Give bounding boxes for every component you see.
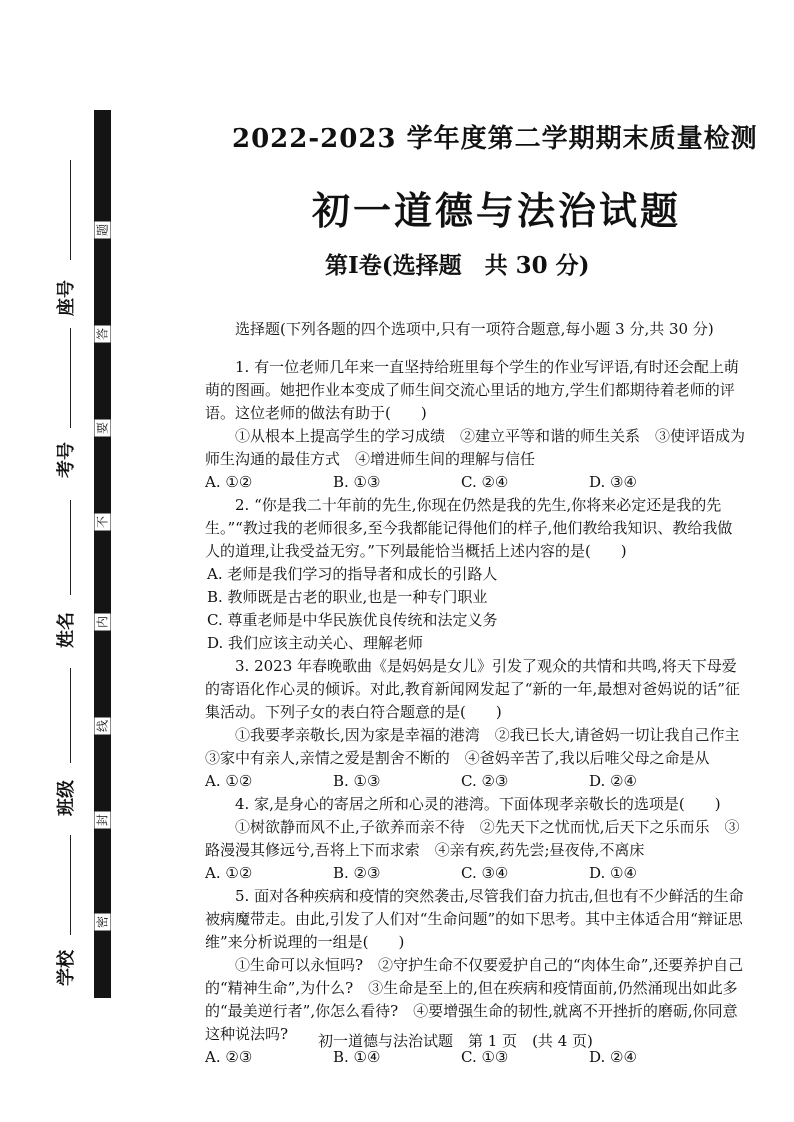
option-d: D. ①④ (589, 864, 637, 882)
school-line (70, 835, 71, 935)
option-d: D. ②④ (589, 772, 637, 790)
seal-char: 题 (95, 222, 111, 239)
question-3 (205, 655, 755, 793)
class-field (40, 768, 90, 828)
option-c: C. ①③ (461, 1048, 509, 1066)
exam-number-label: 考号 (56, 442, 77, 478)
seal-char: 不 (95, 514, 111, 531)
paper-title: 初一道德与法治试题 (312, 188, 682, 233)
seat-number-label: 座号 (56, 280, 77, 316)
class-label: 班级 (56, 780, 77, 816)
exam-number-field (40, 430, 90, 490)
section-title: 第Ⅰ卷(选择题 共 30 分) (325, 252, 590, 279)
name-label: 姓名 (56, 612, 77, 648)
option-d: D. ③④ (589, 473, 637, 491)
question-stem: 2. “你是我二十年前的先生,你现在仍然是我的先生,你将来必定还是我的先生。”“教过我的老师很多,至今我都能记得他们的样子,他们教给我知识、教给我做人的道理,让我受益无穷。”下列最能恰当概括上述内容的是( ) (205, 496, 733, 560)
seat-number-field (40, 268, 90, 328)
question-stem: 5. 面对各种疾病和疫情的突然袭击,尽管我们奋力抗击,但也有不少鲜活的生命被病魔带走。由此,引发了人们对“生命问题”的如下思考。其中主体适合用“辩证思维”来分析说理的一组是( ) (205, 887, 744, 951)
question-4 (205, 793, 745, 885)
option-c: C. ②④ (461, 473, 509, 491)
class-line (70, 668, 71, 763)
answer-options (205, 770, 745, 793)
exam-name: 2022-2023 学年度第二学期期末质量检测 (232, 124, 758, 154)
seal-char: 内 (95, 614, 111, 631)
option-a: A. ①② (205, 864, 253, 882)
seal-char: 要 (95, 420, 111, 437)
option-c: C. ②③ (461, 772, 509, 790)
question-items: ①树欲静而风不止,子欲养而亲不待 ②先天下之忧而忧,后天下之乐而乐 ③路漫漫其修远兮,吾将上下而求索 ④亲有疾,药先尝;昼夜侍,不离床 (205, 818, 740, 859)
seal-char: 答 (95, 326, 111, 343)
question-stem: 1. 有一位老师几年来一直坚持给班里每个学生的作业写评语,有时还会配上萌萌的图画。她把作业本变成了师生间交流心里话的地方,学生们都期待着老师的评语。这位老师的做法有助于( ) (205, 358, 739, 422)
question-items: ①生命可以永恒吗? ②守护生命不仅要爱护自己的“肉体生命”,还要养护自己的“精神生命”,为什么? ③生命是至上的,但在疾病和疫情面前,仍然涌现出如此多的“最美逆行者”,你怎么看待? ④要增强生命的韧性,就离不开挫折的磨砺,你同意这种说法吗? (205, 956, 744, 1043)
instruction: 选择题(下列各题的四个选项中,只有一项符合题意,每小题 3 分,共 30 分) (235, 320, 714, 338)
seal-char: 线 (95, 718, 111, 735)
question-items: ①我要孝亲敬长,因为家是幸福的港湾 ②我已长大,请爸妈一切让我自己作主 ③家中有亲人,亲情之爱是割舍不断的 ④爸妈辛苦了,我以后唯父母之命是从 (205, 726, 755, 767)
name-field (40, 600, 90, 660)
option-c: C. ③④ (461, 864, 509, 882)
school-field (40, 938, 90, 998)
answer-options (205, 862, 745, 885)
option-a: A. 老师是我们学习的指导者和成长的引路人 (207, 565, 498, 583)
seal-line-band (94, 110, 111, 998)
seal-char: 密 (95, 914, 111, 931)
page-footer: 初一道德与法治试题 第 1 页 (共 4 页) (318, 1032, 593, 1050)
option-c: C. 尊重老师是中华民族优良传统和法定义务 (207, 611, 498, 629)
question-area (205, 302, 755, 1069)
question-items: ①从根本上提高学生的学习成绩 ②建立平等和谐的师生关系 ③使评语成为师生沟通的最佳方式 ④增进师生间的理解与信任 (205, 427, 746, 468)
option-a: A. ①② (205, 473, 253, 491)
option-d: D. ②④ (589, 1048, 637, 1066)
question-1 (205, 356, 745, 494)
seat-number-line (70, 160, 71, 260)
option-b: B. ①③ (333, 473, 381, 491)
question-2 (205, 494, 745, 655)
option-d: D. 我们应该主动关心、理解老师 (207, 634, 424, 652)
exam-number-line (70, 328, 71, 428)
option-b: B. 教师既是古老的职业,也是一种专门职业 (207, 588, 488, 606)
question-stem: 3. 2023 年春晚歌曲《是妈妈是女儿》引发了观众的共情和共鸣,将天下母爱的寄语化作心灵的倾诉。对此,教育新闻网发起了“新的一年,最想对爸妈说的话”征集活动。下列子女的表白符合题意的是( ) (205, 657, 740, 721)
school-label: 学校 (56, 950, 77, 986)
answer-options (205, 471, 745, 494)
question-stem: 4. 家,是身心的寄居之所和心灵的港湾。下面体现孝亲敬长的选项是( ) (235, 795, 721, 813)
option-b: B. ①④ (333, 1048, 381, 1066)
seal-char: 封 (95, 812, 111, 829)
option-b: B. ②③ (333, 864, 381, 882)
name-line (70, 500, 71, 595)
option-a: A. ①② (205, 772, 253, 790)
option-b: B. ①③ (333, 772, 381, 790)
option-a: A. ②③ (205, 1048, 253, 1066)
